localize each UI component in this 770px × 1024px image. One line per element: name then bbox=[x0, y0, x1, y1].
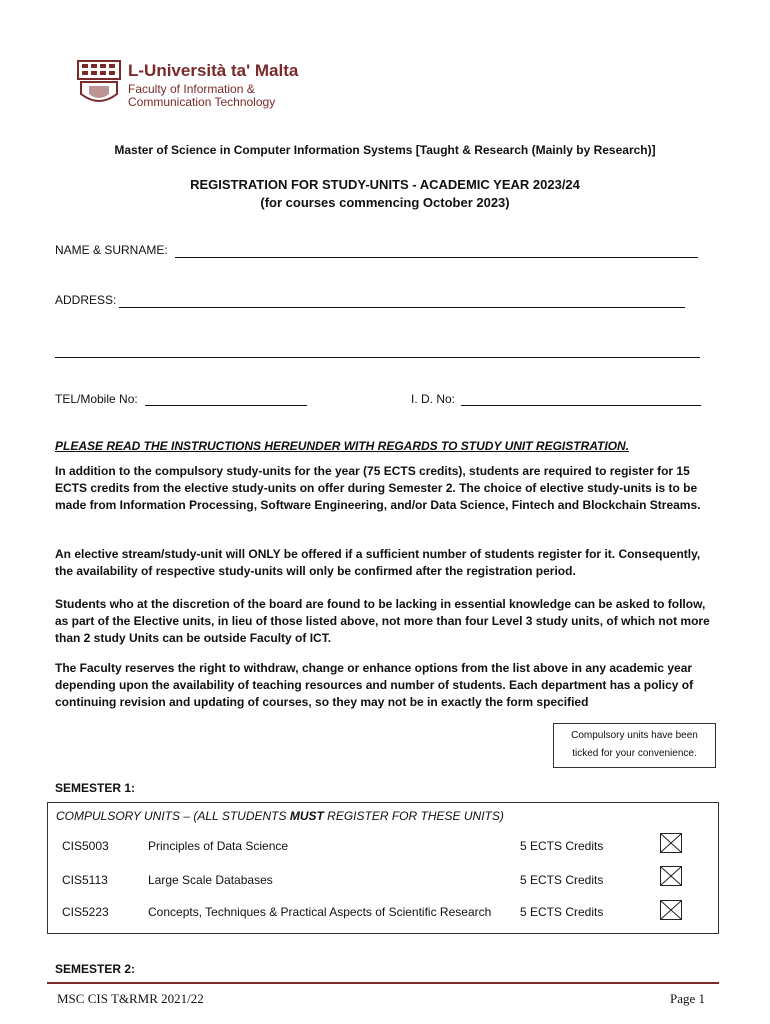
unit-credits: 5 ECTS Credits bbox=[520, 905, 604, 919]
semester2-label: SEMESTER 2: bbox=[55, 962, 136, 976]
unit-code: CIS5003 bbox=[62, 839, 109, 853]
id-label: I. D. No: bbox=[411, 392, 456, 406]
university-name: L-Università ta' Malta bbox=[128, 61, 299, 80]
programme-title: Master of Science in Computer Information Systems [Taught & Research (Mainly by Research)] bbox=[114, 143, 656, 157]
checked-checkbox-icon[interactable] bbox=[660, 833, 682, 853]
address-label: ADDRESS: bbox=[55, 293, 117, 307]
unit-name: Large Scale Databases bbox=[148, 873, 273, 887]
unit-credits: 5 ECTS Credits bbox=[520, 873, 604, 887]
unit-code: CIS5113 bbox=[62, 873, 108, 887]
name-label: NAME & SURNAME: bbox=[55, 243, 168, 257]
registration-subtitle: (for courses commencing October 2023) bbox=[260, 195, 510, 210]
unit-credits: 5 ECTS Credits bbox=[520, 839, 604, 853]
footer-divider bbox=[47, 982, 719, 984]
unit-name: Concepts, Techniques & Practical Aspects of Scientific Research bbox=[148, 905, 492, 919]
checked-checkbox-icon[interactable] bbox=[660, 900, 682, 920]
name-field[interactable] bbox=[175, 257, 698, 258]
semester1-label: SEMESTER 1: bbox=[55, 781, 136, 795]
instruction-paragraph: In addition to the compulsory study-units for the year (75 ECTS credits), students are required to register for 15 ECTS credits from the elective study-units on offer during Semester 2. The choice of elective study-units is to be made from Information Processing, Software Engineering, and/or Data Science, Fintech and Blockchain Streams. bbox=[55, 464, 701, 512]
note-line2: ticked for your convenience. bbox=[572, 748, 697, 759]
footer-page-number: Page 1 bbox=[670, 991, 706, 1006]
university-crest-icon bbox=[75, 58, 123, 110]
compulsory-heading-end: REGISTER FOR THESE UNITS) bbox=[323, 809, 504, 823]
instructions-heading: PLEASE READ THE INSTRUCTIONS HEREUNDER WITH REGARDS TO STUDY UNIT REGISTRATION. bbox=[55, 439, 630, 453]
unit-code: CIS5223 bbox=[62, 905, 109, 919]
compulsory-heading-start: COMPULSORY UNITS – (ALL STUDENTS bbox=[56, 809, 290, 823]
instruction-paragraph: An elective stream/study-unit will ONLY be offered if a sufficient number of students register for it. Consequently, the availability of respective study-units will only be confirmed after the registration period. bbox=[55, 547, 701, 578]
instruction-paragraph: The Faculty reserves the right to withdraw, change or enhance options from the list above in any academic year depending upon the availability of teaching resources and number of students. Each department has a policy of continuing revision and updating of courses, so they may not be in exactly the form specified bbox=[55, 661, 694, 709]
address-field-line1[interactable] bbox=[119, 307, 685, 308]
address-field-line2[interactable] bbox=[55, 357, 700, 358]
checked-checkbox-icon[interactable] bbox=[660, 866, 682, 886]
faculty-name-line1: Faculty of Information & bbox=[128, 82, 255, 96]
instruction-paragraph: Students who at the discretion of the board are found to be lacking in essential knowledge can be asked to follow, as part of the Elective units, in lieu of those listed above, not more than four Level 3 study units, of which not more than 2 study Units can be outside Faculty of ICT. bbox=[55, 597, 710, 645]
faculty-name-line2: Communication Technology bbox=[128, 95, 276, 109]
id-field[interactable] bbox=[461, 405, 701, 406]
tel-field[interactable] bbox=[145, 405, 307, 406]
convenience-note bbox=[553, 723, 716, 768]
compulsory-heading-emphasis: MUST bbox=[289, 809, 324, 823]
compulsory-heading bbox=[56, 809, 504, 823]
footer-document-code: MSC CIS T&RMR 2021/22 bbox=[57, 991, 204, 1006]
tel-label: TEL/Mobile No: bbox=[55, 392, 138, 406]
note-line1: Compulsory units have been bbox=[571, 730, 698, 741]
unit-name: Principles of Data Science bbox=[148, 839, 289, 853]
registration-title: REGISTRATION FOR STUDY-UNITS - ACADEMIC YEAR 2023/24 bbox=[190, 177, 580, 192]
